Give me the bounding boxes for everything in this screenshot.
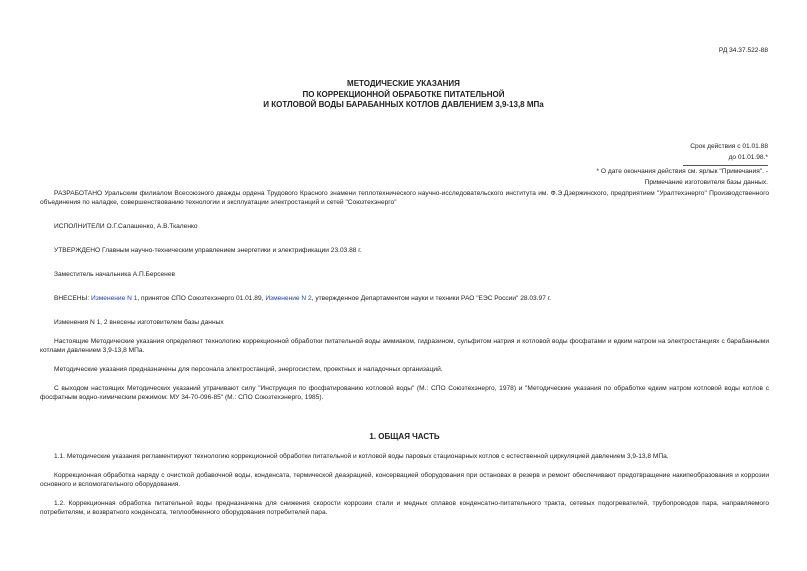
approved-paragraph: УТВЕРЖДЕНО Главным научно-техническим управлением энергетики и электрификации 23.03.88 г. bbox=[54, 247, 362, 254]
validity-block bbox=[597, 142, 768, 188]
validity-footnote[interactable] bbox=[597, 167, 768, 178]
performers-paragraph: ИСПОЛНИТЕЛИ О.Г.Салашенко, А.В.Ткаленко bbox=[54, 223, 198, 230]
validity-from: Срок действия с 01.01.88 bbox=[690, 143, 768, 150]
section-1-heading: 1. ОБЩАЯ ЧАСТЬ bbox=[369, 432, 440, 441]
audience-paragraph: Методические указания предназначены для персонала электростанций, энергосистем, проектных и наладочных организаций. bbox=[54, 366, 443, 373]
deputy-paragraph: Заместитель начальника А.П.Берсенев bbox=[54, 271, 175, 278]
validity-to: до 01.01.98.* bbox=[728, 153, 768, 161]
section-1-p3: 1.2. Коррекционная обработка питательной воды предназначена для снижения скорости коррозии стали и медных сплавов конденсатно-питательного тракта, сетевых подогревателей, трубопроводов пара, направляемого потребителям, и возвратного конденсата, теплообменного оборудования потребителей пара. bbox=[40, 500, 769, 516]
section-1-p1: 1.1. Методические указания регламентируют технологию коррекционной обработки питательной и котловой воды паровых стационарных котлов с естественной циркуляцией давлением 3,9-13,8 МПа. bbox=[54, 453, 669, 460]
supersedes-paragraph: С выходом настоящих Методических указаний утрачивают силу "Инструкция по фосфатированию котловой воды" (М.: СПО Союзтехэнерго, 1978) и "Методические указания по обработке едким натром котловой воды котлов с фосфатным водно-химическим режимом: МУ 34-70-096-85" (М.: СПО Союзтехэнерго, 1985). bbox=[40, 385, 769, 401]
validity-footnote-text[interactable]: * О дате окончания действия см. ярлык "Примечания". - bbox=[596, 168, 768, 175]
introduced-prefix: ВНЕСЕНЫ: bbox=[54, 295, 91, 302]
developed-paragraph: РАЗРАБОТАНО Уральским филиалом Всесоюзного дважды ордена Трудового Красного знамени теплотехнического научно-исследовательского института им. Ф.Э.Дзержинского, предприятием "Уралтехэнерго" Производственного объединения по наладке, совершенствованию технологии и эксплуатации электростанций и сетей "Союзтехэнерго" bbox=[40, 190, 769, 206]
introduced-suffix: , утвержденное Департаментом науки и техники РАО "ЕЭС России" 28.03.97 г. bbox=[311, 295, 552, 302]
title-line-1: МЕТОДИЧЕСКИЕ УКАЗАНИЯ bbox=[347, 79, 460, 88]
introduced-paragraph bbox=[40, 294, 769, 303]
change-1-link[interactable]: Изменение N 1 bbox=[90, 295, 138, 302]
change-2-link[interactable]: Изменение N 2 bbox=[265, 295, 312, 302]
document-title bbox=[0, 79, 807, 111]
validity-divider bbox=[683, 165, 768, 166]
document-code: РД 34.37.522-88 bbox=[718, 47, 768, 54]
changes-note-paragraph: Изменения N 1, 2 внесены изготовителем базы данных bbox=[54, 319, 224, 326]
section-1-p2: Коррекционная обработка наряду с очисткой добавочной воды, конденсата, термической деаэрацией, консервацией оборудования при остановах в резерв и ремонт обеспечивают предотвращение накипеобразования и коррозии основного и вспомогательного оборудования. bbox=[40, 472, 769, 488]
validity-footnote-note: Примечание изготовителя базы данных. bbox=[644, 178, 768, 186]
purpose-paragraph: Настоящие Методические указания определяют технологию коррекционной обработки питательной воды аммиаком, гидразином, сульфитом натрия и котловой воды фосфатами и едким натром на электростанциях с барабанными котлами давлением 3,9-13,8 МПа. bbox=[40, 338, 769, 354]
introduced-mid: , принятое СПО Союзтехэнерго 01.01.89, bbox=[137, 295, 266, 302]
title-line-3: И КОТЛОВОЙ ВОДЫ БАРАБАННЫХ КОТЛОВ ДАВЛЕНИЕМ 3,9-13,8 МПа bbox=[263, 100, 544, 109]
title-line-2: ПО КОРРЕКЦИОННОЙ ОБРАБОТКЕ ПИТАТЕЛЬНОЙ bbox=[302, 89, 505, 99]
document-body bbox=[40, 189, 769, 517]
